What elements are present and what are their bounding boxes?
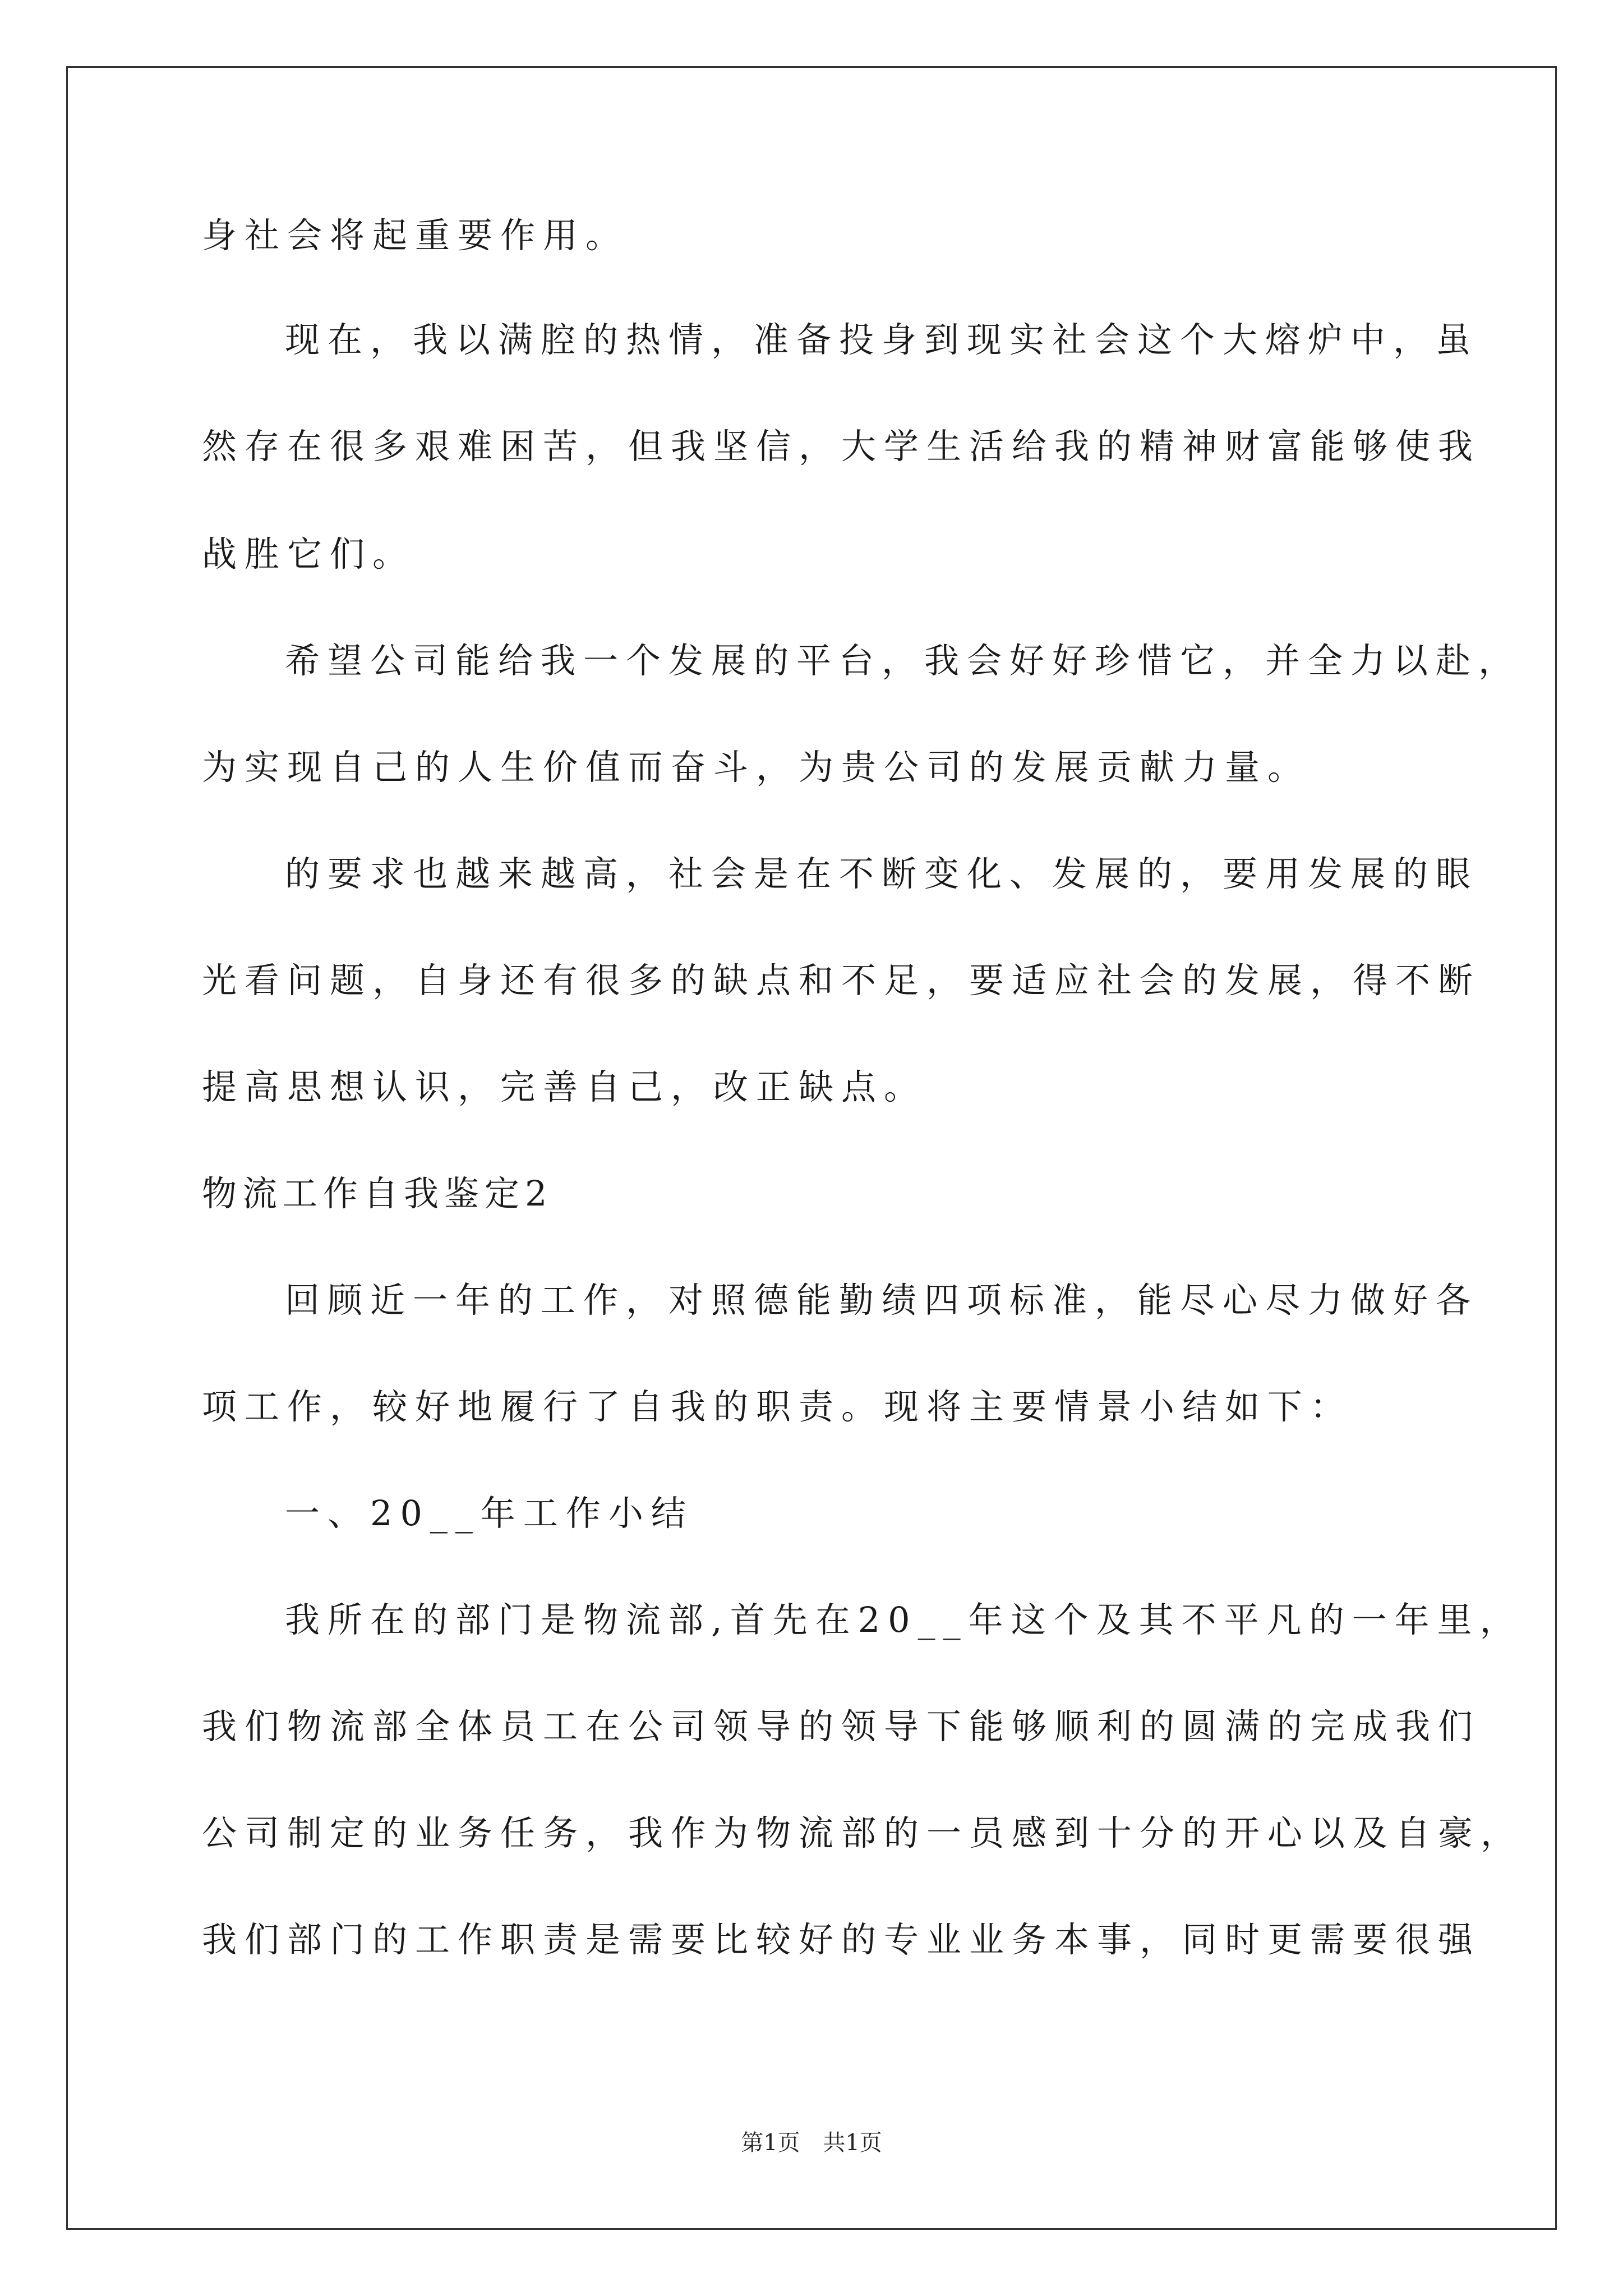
text-line: 光看问题，自身还有很多的缺点和不足，要适应社会的发展，得不断 xyxy=(202,960,1481,1001)
text-line: 公司制定的业务任务，我作为物流部的一员感到十分的开心以及自豪， xyxy=(202,1812,1524,1853)
text-line: 希望公司能给我一个发展的平台，我会好好珍惜它，并全力以赴， xyxy=(285,640,1521,681)
text-line: 身社会将起重要作用。 xyxy=(202,215,629,256)
text-line: 提高思想认识，完善自己，改正缺点。 xyxy=(202,1066,927,1107)
page-border xyxy=(66,66,1557,2230)
text-line: 战胜它们。 xyxy=(202,533,416,574)
text-line: 回顾近一年的工作，对照德能勤绩四项标准，能尽心尽力做好各 xyxy=(285,1280,1479,1320)
text-line: 我所在的部门是物流部,首先在20__年这个及其不平凡的一年里， xyxy=(285,1599,1523,1640)
page-total: 共1页 xyxy=(823,2130,882,2156)
text-line: 然存在很多艰难困苦，但我坚信，大学生活给我的精神财富能够使我 xyxy=(202,426,1481,467)
page-number: 第1页 xyxy=(741,2130,800,2156)
page-footer xyxy=(0,2129,1623,2157)
text-line: 我们物流部全体员工在公司领导的领导下能够顺利的圆满的完成我们 xyxy=(202,1706,1481,1747)
text-line: 现在，我以满腔的热情，准备投身到现实社会这个大熔炉中，虽 xyxy=(285,319,1479,360)
section-heading: 物流工作自我鉴定2 xyxy=(202,1173,553,1214)
text-line: 项工作，较好地履行了自我的职责。现将主要情景小结如下： xyxy=(202,1386,1353,1427)
text-line: 为实现自己的人生价值而奋斗，为贵公司的发展贡献力量。 xyxy=(202,747,1311,788)
subsection-heading: 一、20__年工作小结 xyxy=(285,1493,694,1534)
text-line: 我们部门的工作职责是需要比较好的专业业务本事，同时更需要很强 xyxy=(202,1919,1481,1960)
text-line: 的要求也越来越高，社会是在不断变化、发展的，要用发展的眼 xyxy=(285,853,1479,894)
